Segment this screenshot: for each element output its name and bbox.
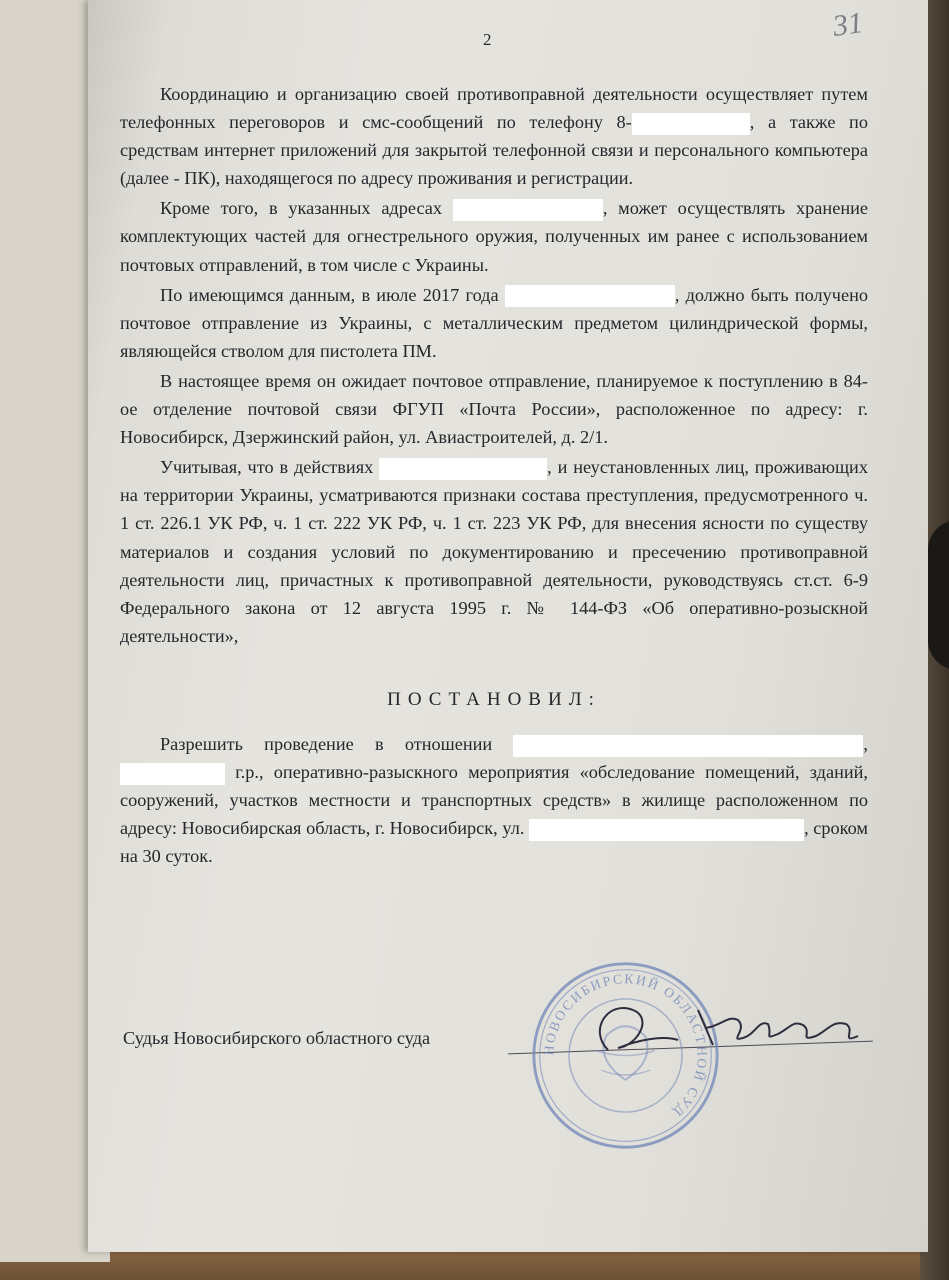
paragraph-considering: Учитывая, что в действиях , и неустановленных лиц, проживающих на территории Украины, усматриваются признаки состава преступления, предусмотренного ч. 1 ст. 226.1 УК РФ, ч. 1 ст. 222 УК РФ, ч. 1 ст. 223 УК РФ, для внесения ясности по существу материалов и создания условий по документированию и пресечению противоправной деятельности лиц, причастных к противоправной деятельности, руководствуясь ст.ст. 6-9 Федерального закона от 12 августа 1995 г. № 144-ФЗ «Об оперативно-розыскной деятельности», bbox=[120, 457, 868, 646]
redaction-box bbox=[513, 735, 863, 757]
redaction-box bbox=[379, 458, 547, 480]
document-page bbox=[88, 0, 928, 1252]
redaction-box bbox=[453, 199, 603, 221]
resolution-title: ПОСТАНОВИЛ: bbox=[387, 688, 601, 710]
paragraph-waiting: В настоящее время он ожидает почтовое отправление, планируемое к поступлению в 84-ое отделение почтовой связи ФГУП «Почта России», расположенное по адресу: г. Новосибирск, Дзержинский район, ул. Авиастроителей, д. 2/1. bbox=[120, 370, 868, 448]
redaction-box bbox=[505, 285, 675, 307]
paragraph-decision: Разрешить проведение в отношении , г.р., оперативно-разыскного мероприятия «обследование помещений, зданий, сооружений, участков местности и транспортных средств» в жилище расположенном по адресу: Новосибирская область, г. Новосибирск, ул. , сроком на 30 суток. bbox=[120, 733, 868, 867]
document-body bbox=[120, 80, 868, 872]
desk-object bbox=[928, 520, 949, 670]
paragraph-postal: По имеющимся данным, в июле 2017 года , должно быть получено почтовое отправление из Украины, с металлическим предметом цилиндрической формы, являющейся стволом для пистолета ПМ. bbox=[120, 284, 868, 361]
redaction-box bbox=[529, 819, 804, 841]
page-number: 2 bbox=[483, 30, 492, 49]
paragraph-storage: Кроме того, в указанных адресах , может осуществлять хранение комплектующих частей для огнестрельного оружия, полученных им ранее с использованием почтовых отправлений, в том числе с Украины. bbox=[120, 198, 869, 275]
handwritten-page-number: 31 bbox=[830, 6, 866, 43]
judge-signature bbox=[578, 990, 868, 1070]
redaction-box bbox=[120, 763, 225, 785]
seal-text: НОВОСИБИРСКИЙ ОБЛАСТНОЙ СУД bbox=[541, 971, 710, 1121]
redaction-box bbox=[632, 113, 750, 135]
paragraph-coordination: Координацию и организацию своей противоправной деятельности осуществляет путем телефонных переговоров и смс-сообщений по телефону 8- , а также по средствам интернет приложений для закрытой телефонной связи и персонального компьютера (далее - ПК), находящегося по адресу проживания и регистрации. bbox=[120, 84, 868, 189]
judge-title: Судья Новосибирского областного суда bbox=[123, 1028, 431, 1048]
